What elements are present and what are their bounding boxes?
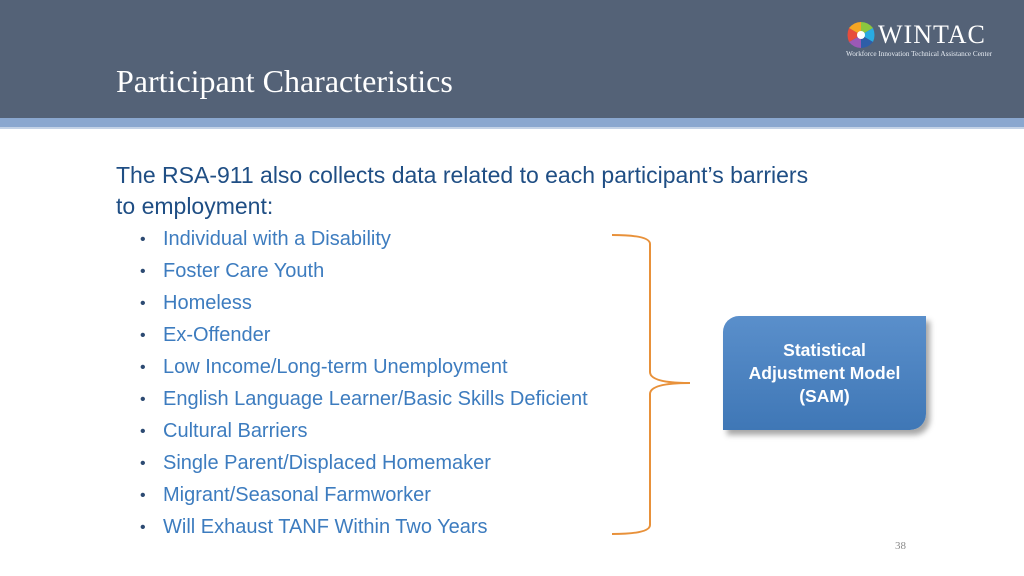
- list-item: [140, 353, 588, 385]
- colorful-pinwheel-logo-icon: [846, 20, 876, 50]
- list-item-label: Ex-Offender: [163, 324, 271, 346]
- bullet-icon: •: [140, 231, 146, 248]
- list-item: [140, 417, 588, 449]
- list-item: [140, 321, 588, 353]
- barrier-list: [140, 225, 588, 545]
- list-item-label: Cultural Barriers: [163, 420, 308, 442]
- intro-paragraph: The RSA-911 also collects data related to each participant’s barriers to employment:: [116, 162, 809, 219]
- bullet-icon: •: [140, 519, 146, 536]
- bullet-icon: •: [140, 295, 146, 312]
- list-item: [140, 449, 588, 481]
- list-item-label: Homeless: [163, 292, 252, 314]
- sam-box-label: Statistical Adjustment Model (SAM): [748, 339, 901, 406]
- list-item-label: Low Income/Long-term Unemployment: [163, 356, 508, 378]
- list-item: [140, 513, 588, 545]
- list-item-label: Will Exhaust TANF Within Two Years: [163, 516, 488, 538]
- list-item: [140, 289, 588, 321]
- list-item-label: Migrant/Seasonal Farmworker: [163, 484, 431, 506]
- list-item: [140, 385, 588, 417]
- wintac-logo: [846, 20, 1016, 64]
- list-item: [140, 481, 588, 513]
- header-accent-line-light: [0, 127, 1024, 129]
- list-item-label: Single Parent/Displaced Homemaker: [163, 452, 491, 474]
- list-item-label: English Language Learner/Basic Skills Deficient: [163, 388, 588, 410]
- slide-title: Participant Characteristics: [116, 63, 453, 99]
- bullet-icon: •: [140, 423, 146, 440]
- logo-subtitle: Workforce Innovation Technical Assistance Center: [846, 50, 993, 58]
- list-item-label: Individual with a Disability: [163, 228, 391, 250]
- bullet-icon: •: [140, 487, 146, 504]
- bullet-icon: •: [140, 263, 146, 280]
- logo-name: WINTAC: [878, 20, 986, 49]
- header-accent-line: [0, 118, 1024, 127]
- bullet-icon: •: [140, 455, 146, 472]
- bullet-icon: •: [140, 391, 146, 408]
- list-item-label: Foster Care Youth: [163, 260, 325, 282]
- right-curly-brace-icon: [610, 232, 692, 538]
- list-item: [140, 257, 588, 289]
- list-item: [140, 225, 588, 257]
- bullet-icon: •: [140, 359, 146, 376]
- bullet-icon: •: [140, 327, 146, 344]
- statistical-adjustment-model-box: [723, 316, 926, 430]
- page-number: 38: [895, 540, 906, 552]
